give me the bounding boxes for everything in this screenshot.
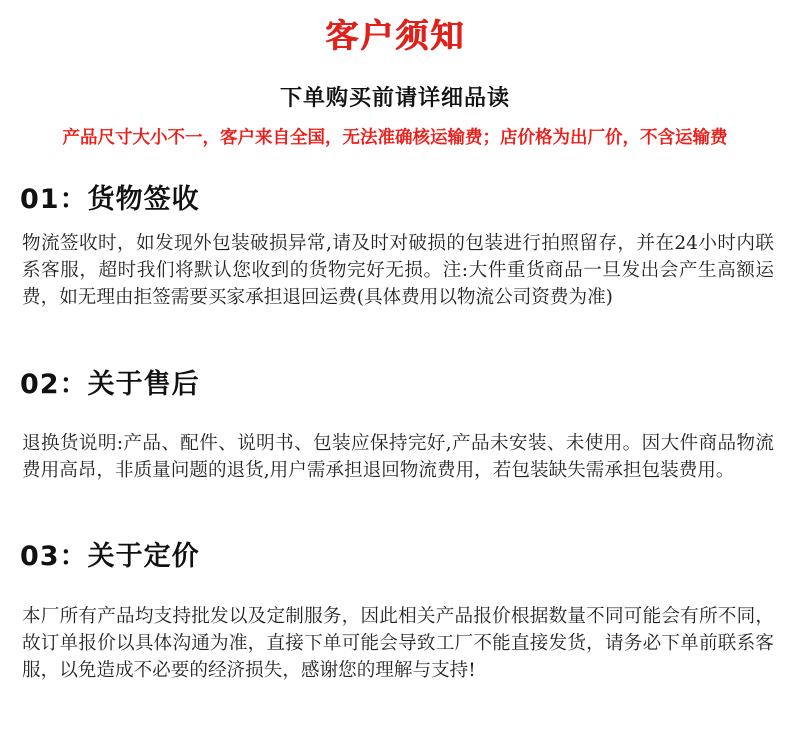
section-heading-pricing [20,538,200,576]
section-heading-goods-receipt [20,181,200,219]
section-number: 03： [20,541,88,572]
section-body-goods-receipt: 物流签收时，如发现外包装破损异常,请及时对破损的包装进行拍照留存，并在24小时内联系客服，超时我们将默认您收到的货物完好无损。注:大件重货商品一旦发出会产生高额运费，如无理由拒签需要买家承担退回运费(具体费用以物流公司资费为准) [22,233,774,308]
shipping-notice: 产品尺寸大小不一，客户来自全国，无法准确核运输费；店价格为出厂价，不含运输费 [62,128,728,148]
page-subtitle: 下单购买前请详细品读 [279,86,510,111]
section-number: 01： [20,184,88,215]
section-number: 02： [20,369,88,400]
section-body-after-sales: 退换货说明:产品、配件、说明书、包装应保持完好,产品未安装、未使用。因大件商品物流费用高昂，非质量问题的退货,用户需承担退回物流费用，若包装缺失需承担包装费用。 [22,433,774,481]
section-title: 货物签收 [87,184,200,215]
section-title: 关于售后 [87,369,200,400]
page-title: 客户须知 [325,16,465,55]
section-body-pricing: 本厂所有产品均支持批发以及定制服务，因此相关产品报价根据数量不同可能会有所不同，故订单报价以具体沟通为准，直接下单可能会导致工厂不能直接发货，请务必下单前联系客服，以免造成不必要的经济损失，感谢您的理解与支持! [22,606,774,681]
section-heading-after-sales [20,366,200,404]
section-title: 关于定价 [87,541,200,572]
